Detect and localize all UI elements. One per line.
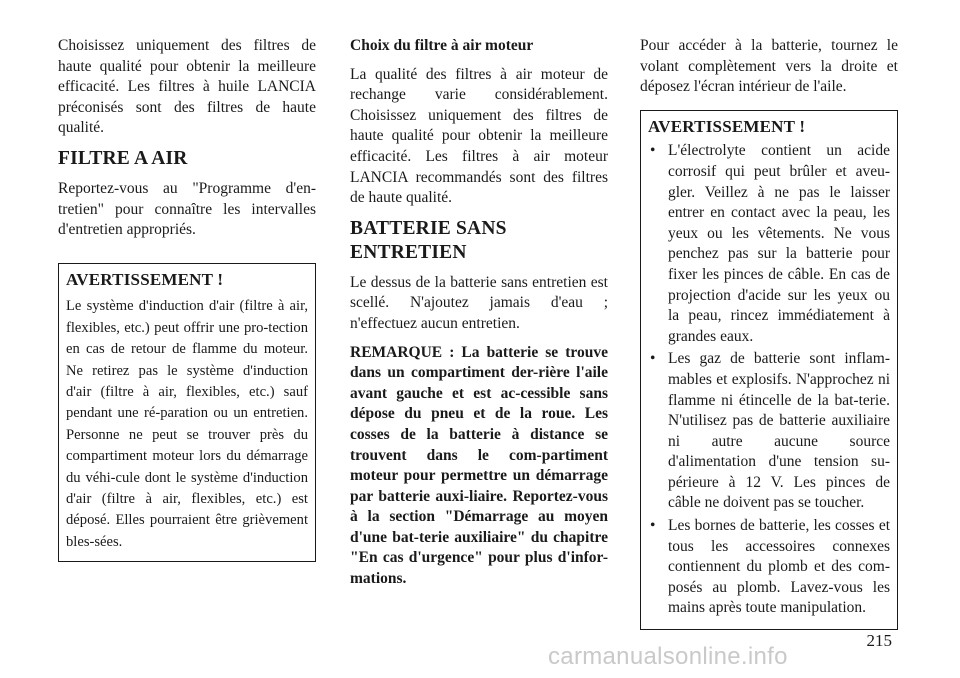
warning-bullet-item: • L'électrolyte contient un acide corrosif qui peut brûler et aveu-gler. Veillez à ne pas le laisser entrer en contact avec la peau, les yeux ou les vêtements. Ne vous penchez pas sur la batterie pour fixer les pinces de câble. En cas de projection d'acide sur les yeux ou la peau, rincez immédiatement à grandes eaux.	[650, 142, 890, 345]
column-2	[350, 36, 608, 598]
watermark: carmanualsonline.info	[548, 643, 788, 670]
section-heading-air-filter: FILTRE A AIR	[58, 147, 188, 169]
bullet-icon: •	[650, 517, 656, 535]
warning-bullet-item: • Les gaz de batterie sont inflam-mables et explosifs. N'approchez ni flamme ni étincelle de la bat-terie. N'utilisez pas de batterie auxiliaire ni autre aucune source d'alimentation d'une tension su-périeure à 12 V. Les pinces de câble ne doivent pas se toucher.	[650, 350, 890, 512]
intro-paragraph: Choisissez uniquement des filtres de haute qualité pour obtenir la meilleure efficacité. Les filtres à huile LANCIA préconisés sont des filtres de haute qualité.	[58, 37, 316, 137]
battery-paragraph: Le dessus de la batterie sans entretien est scellé. N'ajoutez jamais d'eau ; n'effectuez aucun entretien.	[350, 273, 608, 332]
warning-bullet-item: • Les bornes de batterie, les cosses et tous les accessoires connexes contiennent du plomb et des com-posés au plomb. Lavez-vous les mains après toute manipulation.	[650, 517, 890, 617]
warning-box-battery	[640, 110, 898, 630]
maintenance-schedule-paragraph: Reportez-vous au "Programme d'en-tretien" pour connaître les intervalles d'entretien appropriés.	[58, 179, 316, 239]
bullet-icon: •	[650, 142, 656, 160]
column-3	[640, 36, 898, 630]
warning-box-air-induction	[58, 263, 316, 562]
page-number: 215	[866, 631, 892, 650]
warning-text: Le système d'induction d'air (filtre à air, flexibles, etc.) peut offrir une pro-tection en cas de retour de flamme du moteur. Ne retirez pas le système d'induction d'air (filtre à air, flexibles, etc.) sauf pendant une ré-paration ou un entretien. Personne ne peut se trouver près du compartiment moteur lors du démarrage du véhi-cule dont le système d'induction d'air (filtre à air, flexibles, etc.) est déposé. Elles pourraient être grièvement bles-sées.	[66, 298, 308, 550]
warning-title: AVERTISSEMENT !	[648, 116, 806, 136]
battery-remark: REMARQUE : La batterie se trouve dans un compartiment der-rière l'aile avant gauche et est ac-cessible sans dépose du pneu et de la roue. Les cosses de la batterie à distance se trouvent dans le com-partiment moteur pour permettre un démarrage par batterie auxi-liaire. Reportez-vous à la section "Démarrage au moyen d'une bat-terie auxiliaire" du chapitre "En cas d'urgence" pour plus d'infor-mations.	[350, 343, 608, 588]
air-filter-choice-paragraph: La qualité des filtres à air moteur de rechange varie considérablement. Choisissez uniquement des filtres de haute qualité pour obtenir la meilleure efficacité. Les filtres à air moteur LANCIA recommandés sont des filtres de haute qualité.	[350, 65, 608, 207]
section-heading-battery: BATTERIE SANS ENTRETIEN	[350, 217, 507, 263]
subheading-air-filter-choice: Choix du filtre à air moteur	[350, 37, 534, 54]
battery-access-paragraph: Pour accéder à la batterie, tournez le volant complètement vers la droite et déposez l'écran intérieur de l'aile.	[640, 37, 898, 96]
warning-title: AVERTISSEMENT !	[66, 269, 224, 289]
column-1	[58, 36, 316, 562]
warning-bullet-list	[648, 141, 890, 619]
bullet-icon: •	[650, 350, 656, 368]
